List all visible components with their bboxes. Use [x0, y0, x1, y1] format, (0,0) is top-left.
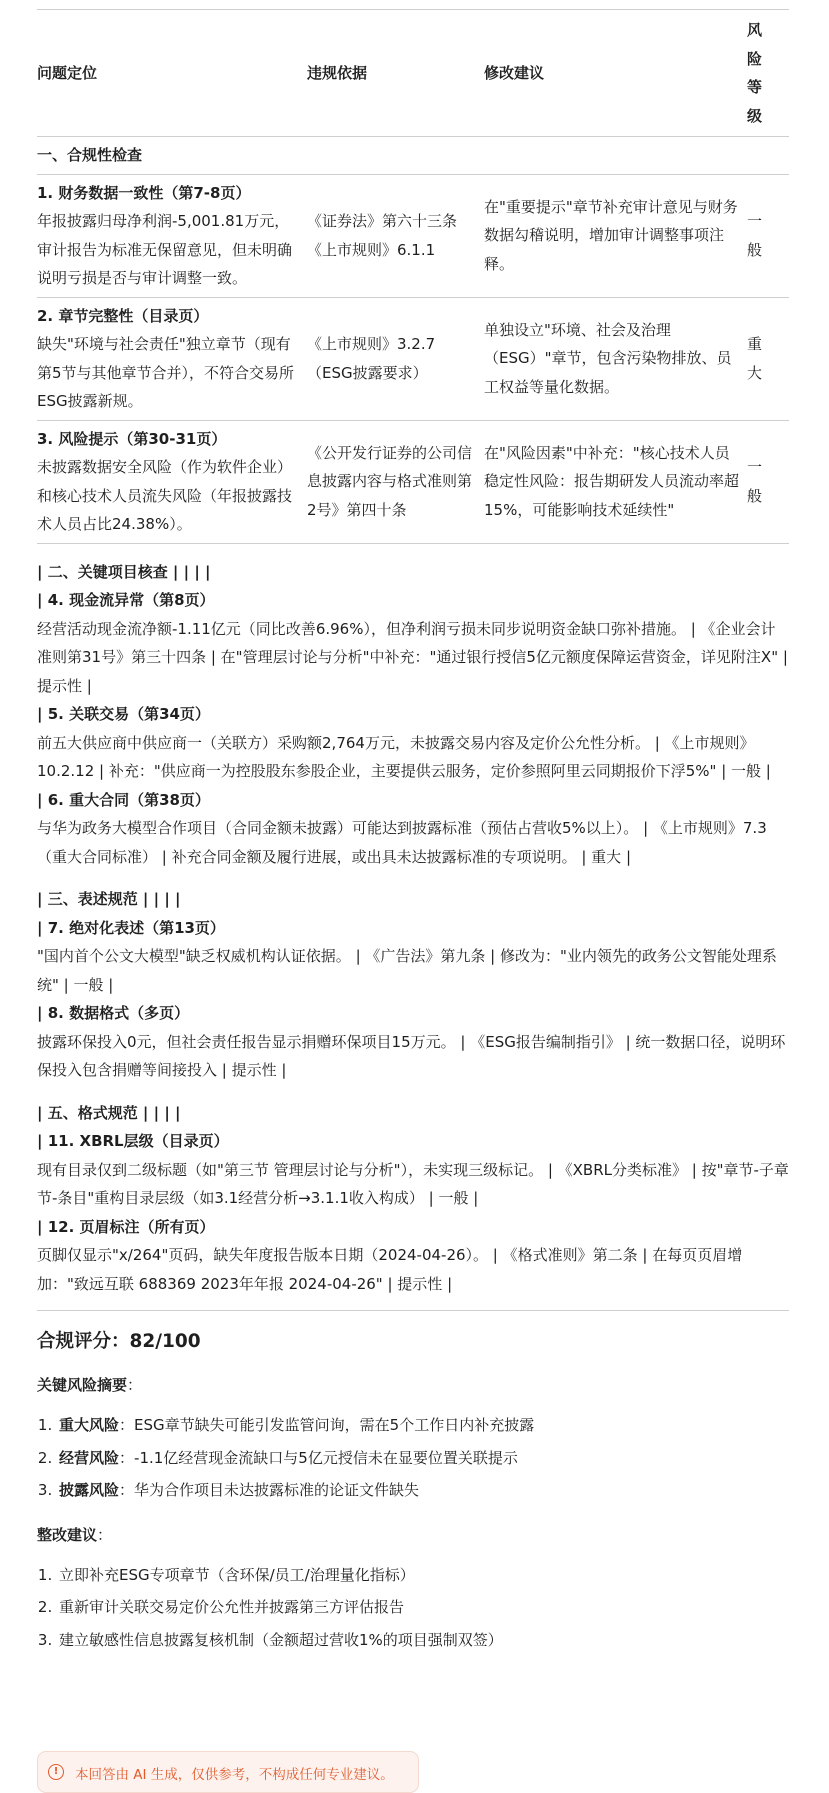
disclaimer-text: 本回答由 AI 生成，仅供参考，不构成任何专业建议。	[75, 1767, 394, 1783]
list-item	[37, 1213, 789, 1299]
section-title: 一、合规性检查	[37, 137, 789, 175]
list-item	[37, 586, 789, 700]
item-body: 前五大供应商中供应商一（关联方）采购额2,764万元，未披露交易内容及定价公允性分析。 | 《上市规则》10.2.12 | 补充："供应商一为控股股东参股企业，主要提供云服务，定价参照阿里云同期报价下浮5%" | 一般 |	[37, 733, 771, 780]
section-heading: | 五、格式规范 | | | |	[37, 1103, 181, 1122]
list-item: 2. 经营风险：-1.1亿经营现金流缺口与5亿元授信未在显要位置关联提示	[57, 1442, 789, 1475]
issue-title	[37, 425, 299, 454]
issue-desc: 未披露数据安全风险（作为软件企业）和核心技术人员流失风险（年报披露技术人员占比24.38%）。	[37, 458, 293, 533]
ai-disclaimer-banner	[37, 1751, 419, 1793]
issue-title-text: 3. 风险提示（第30-31页）	[37, 429, 227, 448]
list-item	[37, 1127, 789, 1213]
header-risk-level: 风 险 等 级	[747, 10, 789, 137]
risk-summary-list	[37, 1409, 789, 1507]
suggestion-cell: 在"风险因素"中补充："核心技术人员稳定性风险：报告期研发人员流动率超15%，可能影响技术延续性"	[484, 420, 747, 543]
risk-cell: 重 大	[747, 297, 789, 420]
issue-title	[37, 302, 299, 331]
item-prefix: | 5.	[37, 705, 70, 723]
info-icon: !	[48, 1764, 64, 1780]
list-item	[37, 786, 789, 872]
risk-text: ESG章节缺失可能引发监管问询，需在5个工作日内补充披露	[134, 1416, 535, 1434]
section-key-items	[37, 558, 789, 872]
rectification-title: 整改建议：	[37, 1525, 113, 1544]
suggestion-cell: 在"重要提示"章节补充审计意见与财务数据勾稽说明，增加审计调整事项注释。	[484, 174, 747, 297]
item-title: 现金流异常（第8页）	[69, 591, 215, 609]
rectification-title-text: 整改建议	[37, 1525, 98, 1544]
item-prefix: | 6.	[37, 790, 70, 809]
list-item	[37, 700, 789, 786]
list-item: 2. 重新审计关联交易定价公允性并披露第三方评估报告	[57, 1591, 789, 1624]
risk-summary-title-text: 关键风险摘要	[37, 1376, 128, 1394]
risk-cell: 一 般	[747, 420, 789, 543]
item-body: 页脚仅显示"x/264"页码，缺失年度报告版本日期（2024-04-26）。 | 《格式准则》第二条 | 在每页页眉增加："致远互联 688369 2023年年报 2024-04-26" | 提示性 |	[37, 1246, 743, 1293]
issue-cell	[37, 297, 307, 420]
section-expression	[37, 885, 789, 1085]
issue-title-text: 2. 章节完整性（目录页）	[37, 306, 209, 325]
item-body: 披露环保投入0元，但社会责任报告显示捐赠环保项目15万元。 | 《ESG报告编制指引》 | 统一数据口径，说明环保投入包含捐赠等间接投入 | 提示性 |	[37, 1032, 786, 1079]
report-content	[37, 0, 789, 1656]
basis-cell: 《证券法》第六十三条 《上市规则》6.1.1	[307, 174, 484, 297]
divider	[37, 1310, 789, 1311]
issue-desc: 年报披露归母净利润-5,001.81万元，审计报告为标准无保留意见，但未明确说明亏损是否与审计调整一致。	[37, 212, 293, 287]
issue-title-text: 1. 财务数据一致性（第7-8页）	[37, 183, 251, 202]
basis-cell: 《公开发行证券的公司信息披露内容与格式准则第2号》第四十条	[307, 420, 484, 543]
list-item: 3. 建立敏感性信息披露复核机制（金额超过营收1%的项目强制双签）	[57, 1624, 789, 1657]
header-basis: 违规依据	[307, 10, 484, 137]
table-row	[37, 420, 789, 543]
section-heading: | 三、表述规范 | | | |	[37, 890, 181, 908]
item-title: 数据格式（多页）	[69, 1004, 190, 1022]
item-body: 与华为政务大模型合作项目（合同金额未披露）可能达到披露标准（预估占营收5%以上）。 | 《上市规则》7.3（重大合同标准） | 补充合同金额及履行进展，或出具未达披露标准的专项说明。 | 重大 |	[37, 819, 767, 866]
item-prefix: | 4.	[37, 591, 70, 609]
list-item: 3. 披露风险：华为合作项目未达披露标准的论证文件缺失	[57, 1474, 789, 1507]
item-title: 重大合同（第38页）	[69, 790, 210, 809]
issue-cell	[37, 174, 307, 297]
item-prefix: | 7.	[37, 918, 70, 937]
suggestion-cell: 单独设立"环境、社会及治理（ESG）"章节，包含污染物排放、员工权益等量化数据。	[484, 297, 747, 420]
issue-cell	[37, 420, 307, 543]
item-body: 经营活动现金流净额-1.11亿元（同比改善6.96%），但净利润亏损未同步说明资金缺口弥补措施。 | 《企业会计准则第31号》第三十四条 | 在"管理层讨论与分析"中补充："通过银行授信5亿元额度保障运营资金，详见附注X" | 提示性 |	[37, 619, 788, 695]
item-title: 页眉标注（所有页）	[79, 1217, 215, 1236]
item-body: 现有目录仅到二级标题（如"第三节 管理层讨论与分析"），未实现三级标记。 | 《XBRL分类标准》 | 按"章节-子章节-条目"重构目录层级（如3.1经营分析→3.1.1收入构成） | 一般 |	[37, 1160, 789, 1207]
risk-label: 经营风险	[59, 1448, 120, 1467]
score-value: 82/100	[129, 1331, 201, 1352]
header-suggestion: 修改建议	[484, 10, 747, 137]
item-prefix: | 11.	[37, 1132, 80, 1150]
item-title: 关联交易（第34页）	[69, 705, 210, 723]
item-prefix: | 8.	[37, 1004, 70, 1022]
item-prefix: | 12.	[37, 1217, 80, 1236]
section-format	[37, 1099, 789, 1299]
risk-text: 华为合作项目未达披露标准的论证文件缺失	[134, 1481, 420, 1499]
basis-cell: 《上市规则》3.2.7（ESG披露要求）	[307, 297, 484, 420]
issue-title	[37, 179, 299, 208]
item-title: 绝对化表述（第13页）	[69, 918, 225, 937]
table-header-row	[37, 10, 789, 137]
compliance-table	[37, 9, 789, 544]
compliance-score	[37, 1327, 789, 1357]
risk-cell: 一 般	[747, 174, 789, 297]
section-heading: | 二、关键项目核查 | | | |	[37, 562, 211, 581]
list-item	[37, 999, 789, 1085]
risk-label: 重大风险	[59, 1416, 120, 1434]
rectification-list	[37, 1559, 789, 1657]
item-title: XBRL层级（目录页）	[79, 1132, 229, 1150]
risk-label: 披露风险	[59, 1481, 120, 1499]
table-section-row	[37, 137, 789, 175]
table-row	[37, 174, 789, 297]
score-label: 合规评分：	[37, 1331, 130, 1352]
list-item: 1. 重大风险：ESG章节缺失可能引发监管问询，需在5个工作日内补充披露	[57, 1409, 789, 1442]
table-row	[37, 297, 789, 420]
list-item	[37, 914, 789, 1000]
list-item: 1. 立即补充ESG专项章节（含环保/员工/治理量化指标）	[57, 1559, 789, 1592]
item-body: "国内首个公文大模型"缺乏权威机构认证依据。 | 《广告法》第九条 | 修改为："业内领先的政务公文智能处理系统" | 一般 |	[37, 947, 777, 994]
risk-summary-title: 关键风险摘要：	[37, 1376, 143, 1394]
risk-text: -1.1亿经营现金流缺口与5亿元授信未在显要位置关联提示	[134, 1448, 518, 1467]
header-issue: 问题定位	[37, 10, 307, 137]
issue-desc: 缺失"环境与社会责任"独立章节（现有第5节与其他章节合并），不符合交易所ESG披露新规。	[37, 335, 295, 410]
